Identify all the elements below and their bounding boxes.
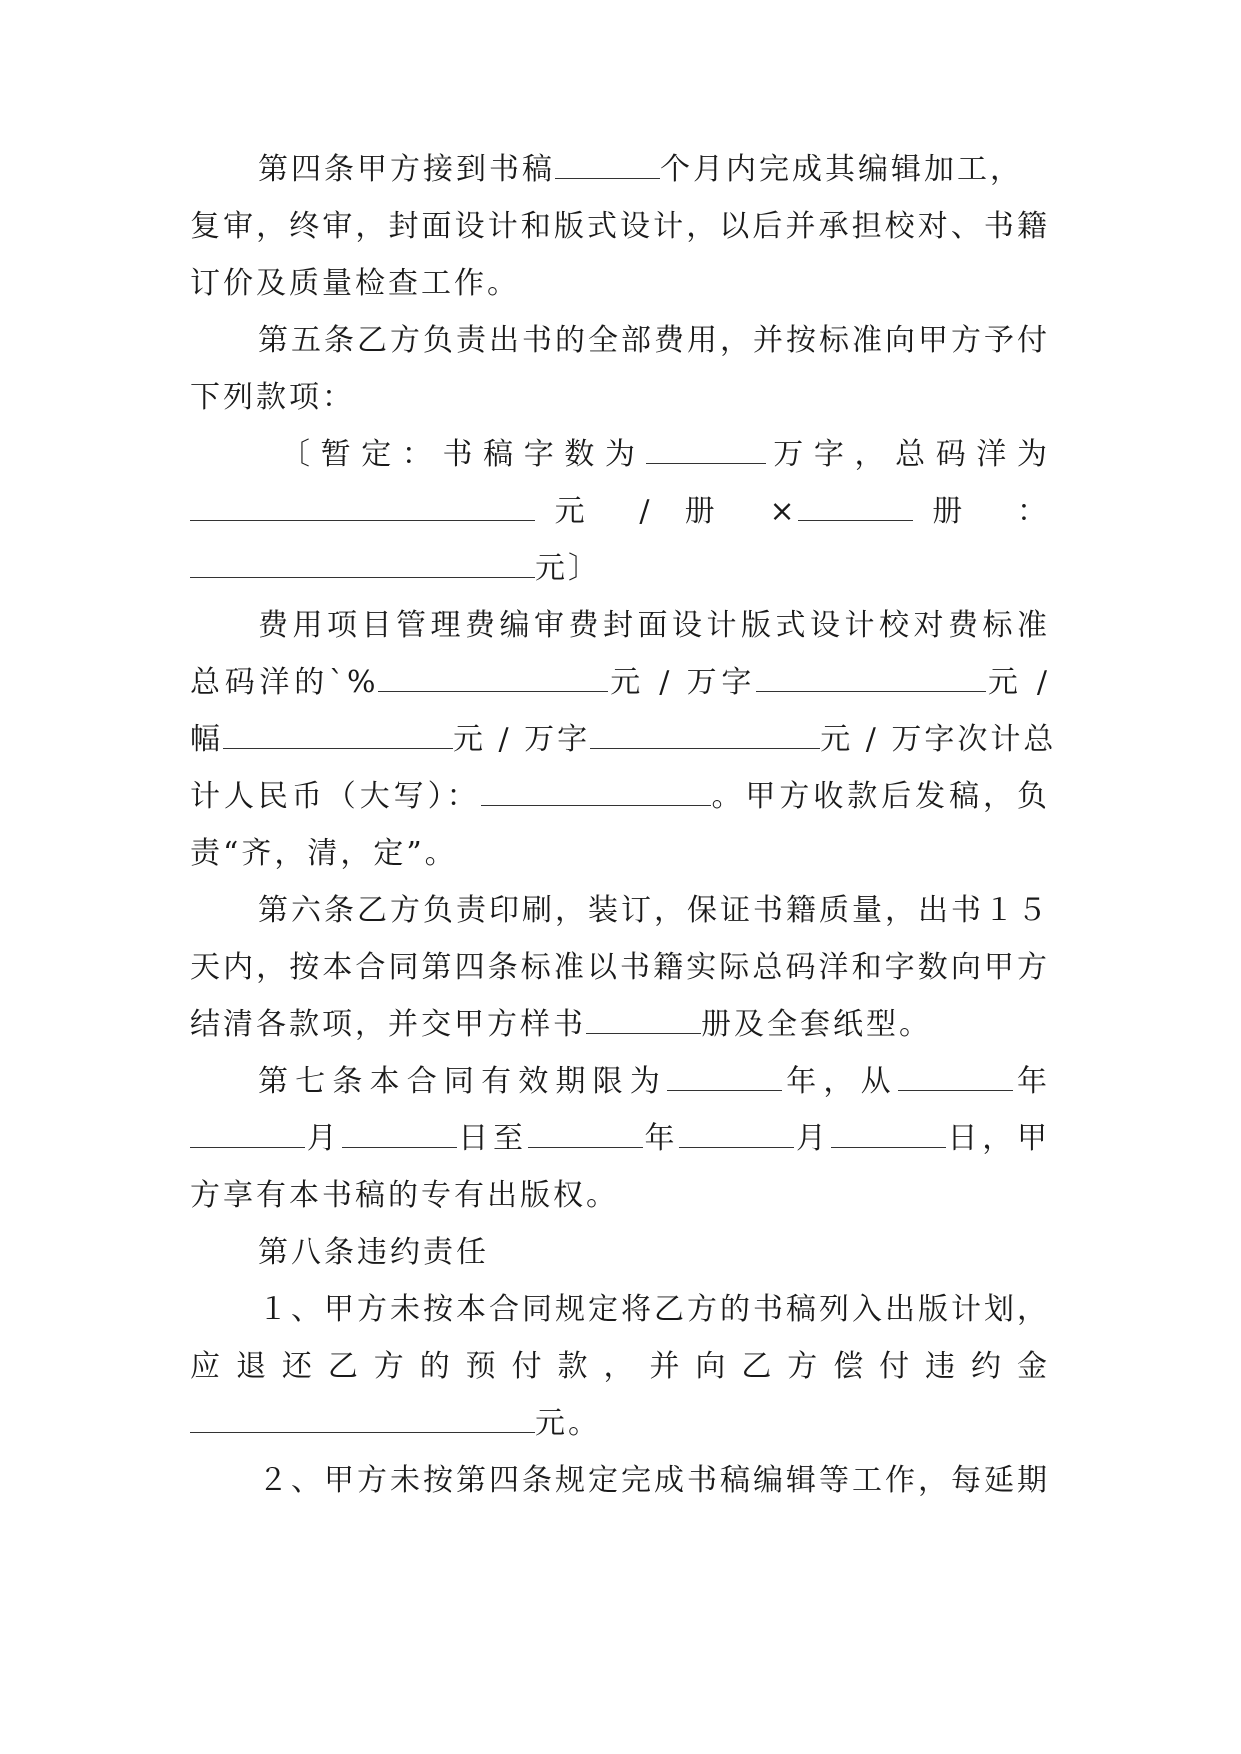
line-text: 第七条本合同有效期限为 bbox=[258, 1064, 668, 1099]
fill-in-blank[interactable] bbox=[590, 722, 820, 749]
fill-in-blank[interactable] bbox=[378, 665, 608, 692]
line-text: 册 ： bbox=[912, 494, 1050, 529]
line-text: 月 bbox=[305, 1121, 342, 1156]
fee-line-3 bbox=[190, 777, 1050, 817]
fee-line-4 bbox=[190, 834, 458, 874]
line-text: 应退还乙方的预付款，并向乙方偿付违约金 bbox=[190, 1349, 1050, 1384]
line-text: 个月内完成其编辑加工， bbox=[660, 152, 1023, 187]
clause-8-heading bbox=[258, 1233, 489, 1273]
line-text: 元 / bbox=[986, 665, 1050, 700]
clause-5-line-2 bbox=[190, 378, 355, 418]
clause-8-item-1-line-2 bbox=[190, 1347, 1050, 1387]
fill-in-blank[interactable] bbox=[831, 1121, 946, 1148]
line-text: 元 / 万字 bbox=[608, 665, 757, 700]
clause-7-line-1 bbox=[258, 1062, 1050, 1102]
provisional-line-1 bbox=[280, 435, 1050, 475]
line-text: 年 bbox=[1012, 1064, 1050, 1099]
line-text: 元〕 bbox=[535, 551, 601, 586]
fill-in-blank[interactable] bbox=[646, 437, 766, 464]
line-text: 天内，按本合同第四条标准以书籍实际总码洋和字数向甲方 bbox=[190, 950, 1050, 985]
line-text: 月 bbox=[794, 1121, 831, 1156]
fee-items-line bbox=[258, 606, 1050, 646]
line-text: 复审，终审，封面设计和版式设计，以后并承担校对、书籍 bbox=[190, 209, 1050, 244]
fill-in-blank[interactable] bbox=[481, 779, 711, 806]
fill-in-blank[interactable] bbox=[190, 551, 535, 578]
line-text: 第八条违约责任 bbox=[258, 1235, 489, 1270]
line-text: 〔暂定：书稿字数为 bbox=[280, 437, 646, 472]
provisional-line-3 bbox=[190, 549, 601, 589]
fee-line-1 bbox=[190, 663, 1050, 703]
line-text: 第五条乙方负责出书的全部费用，并按标准向甲方予付 bbox=[258, 323, 1050, 358]
line-text: 计人民币（大写）： bbox=[190, 779, 481, 814]
line-text: 订价及质量检查工作。 bbox=[190, 266, 520, 301]
line-text: 第六条乙方负责印刷，装订，保证书籍质量，出书１５ bbox=[258, 893, 1050, 928]
fill-in-blank[interactable] bbox=[555, 152, 660, 179]
line-text: 日，甲 bbox=[945, 1121, 1050, 1156]
clause-4-line-1 bbox=[258, 150, 1023, 190]
fill-in-blank[interactable] bbox=[798, 494, 913, 521]
line-text: 年 bbox=[642, 1121, 680, 1156]
line-text: 责“齐，清，定”。 bbox=[190, 836, 458, 871]
fill-in-blank[interactable] bbox=[679, 1121, 794, 1148]
fill-in-blank[interactable] bbox=[667, 1064, 782, 1091]
line-text: 日至 bbox=[456, 1121, 528, 1156]
fill-in-blank[interactable] bbox=[342, 1121, 457, 1148]
clause-4-line-3 bbox=[190, 264, 520, 304]
line-text: 年，从 bbox=[782, 1064, 898, 1099]
clause-6-line-2 bbox=[190, 948, 1050, 988]
line-text: 方享有本书稿的专有出版权。 bbox=[190, 1178, 619, 1213]
clause-5-line-1 bbox=[258, 321, 1050, 361]
fee-line-2 bbox=[190, 720, 1057, 760]
provisional-line-2 bbox=[190, 492, 1050, 532]
line-text: 册及全套纸型。 bbox=[701, 1007, 932, 1042]
clause-8-item-2-line-1 bbox=[258, 1461, 1050, 1501]
clause-7-line-2 bbox=[190, 1119, 1050, 1159]
line-text: 第四条甲方接到书稿 bbox=[258, 152, 555, 187]
line-text: 元 / 万字次计总 bbox=[820, 722, 1057, 757]
fill-in-blank[interactable] bbox=[190, 1121, 305, 1148]
line-text: １、甲方未按本合同规定将乙方的书稿列入出版计划， bbox=[258, 1292, 1050, 1327]
clause-8-item-1-line-1 bbox=[258, 1290, 1050, 1330]
line-text: 幅 bbox=[190, 722, 223, 757]
clause-4-line-2 bbox=[190, 207, 1050, 247]
line-text: 总码洋的`% bbox=[190, 665, 379, 700]
fill-in-blank[interactable] bbox=[528, 1121, 643, 1148]
line-text: 元 / 万字 bbox=[453, 722, 591, 757]
fill-in-blank[interactable] bbox=[190, 494, 535, 521]
fill-in-blank[interactable] bbox=[898, 1064, 1013, 1091]
line-text: 元 / 册 × bbox=[535, 494, 798, 529]
fill-in-blank[interactable] bbox=[586, 1007, 701, 1034]
line-text: 费用项目管理费编审费封面设计版式设计校对费标准 bbox=[258, 608, 1050, 643]
line-text: ２、甲方未按第四条规定完成书稿编辑等工作，每延期 bbox=[258, 1463, 1050, 1498]
clause-6-line-1 bbox=[258, 891, 1050, 931]
fill-in-blank[interactable] bbox=[190, 1406, 535, 1433]
clause-8-item-1-line-3 bbox=[190, 1404, 601, 1444]
line-text: 下列款项： bbox=[190, 380, 355, 415]
clause-6-line-3 bbox=[190, 1005, 932, 1045]
line-text: 结清各款项，并交甲方样书 bbox=[190, 1007, 586, 1042]
fill-in-blank[interactable] bbox=[756, 665, 986, 692]
fill-in-blank[interactable] bbox=[223, 722, 453, 749]
line-text: 元。 bbox=[535, 1406, 601, 1441]
clause-7-line-3 bbox=[190, 1176, 619, 1216]
line-text: 万字，总码洋为 bbox=[765, 437, 1050, 472]
line-text: 。甲方收款后发稿，负 bbox=[710, 779, 1051, 814]
